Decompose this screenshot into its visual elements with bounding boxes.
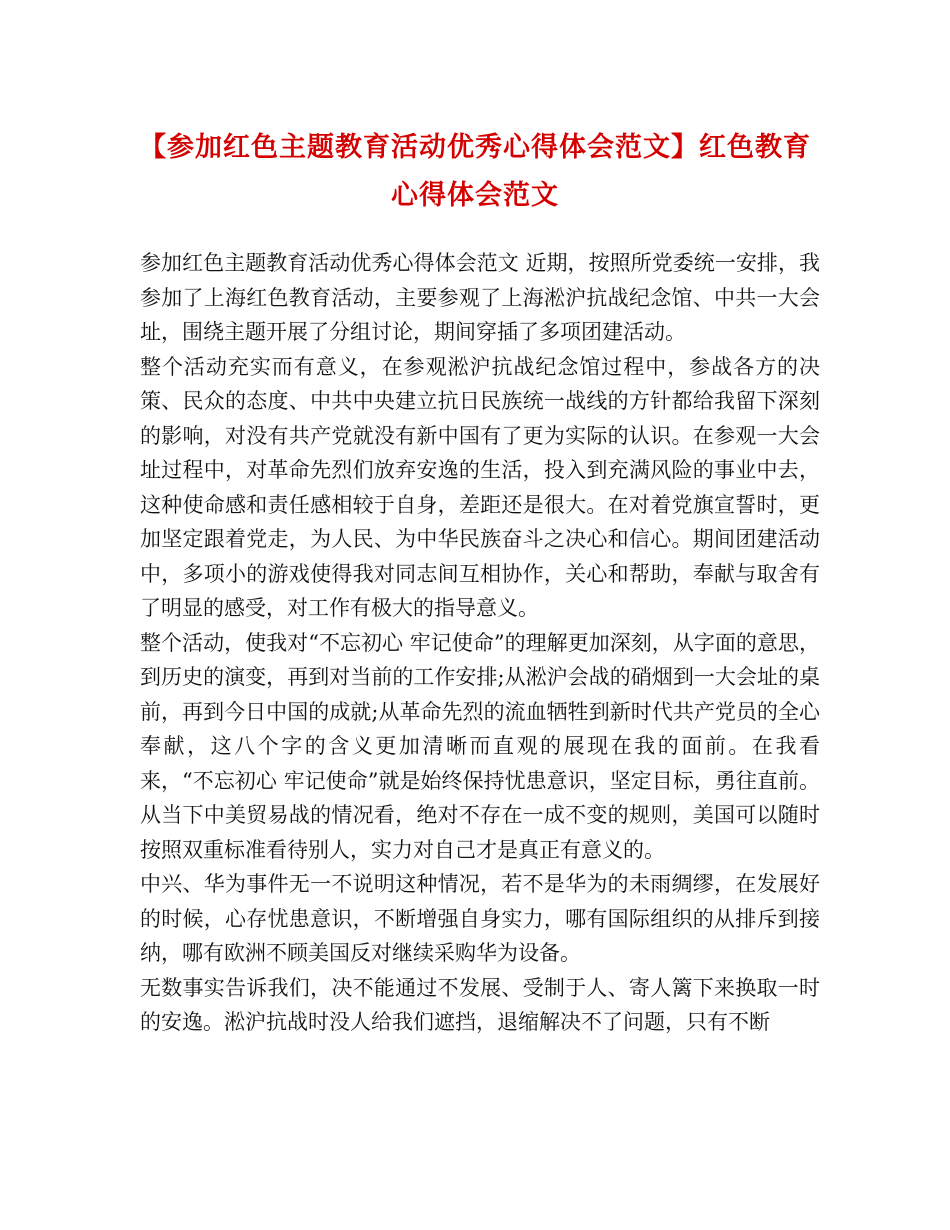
document-title <box>120 124 830 220</box>
paragraph-4: 中兴、华为事件无一不说明这种情况，若不是华为的未雨绸缪，在发展好的时候，心存忧患意识，不断增强自身实力，哪有国际组织的从排斥到接纳，哪有欧洲不顾美国反对继续采购华为设备。 <box>140 872 820 965</box>
paragraph-2: 整个活动充实而有意义，在参观淞沪抗战纪念馆过程中，参战各方的决策、民众的态度、中共中央建立抗日民族统一战线的方针都给我留下深刻的影响，对没有共产党就没有新中国有了更为实际的认识。在参观一大会址过程中，对革命先烈们放弃安逸的生活，投入到充满风险的事业中去，这种使命感和责任感相较于自身，差距还是很大。在对着党旗宣誓时，更加坚定跟着党走，为人民、为中华民族奋斗之决心和信心。期间团建活动中，多项小的游戏使得我对同志间互相协作，关心和帮助，奉献与取舍有了明显的感受，对工作有极大的指导意义。 <box>140 354 820 620</box>
paragraph-3: 整个活动，使我对“不忘初心 牢记使命”的理解更加深刻，从字面的意思，到历史的演变，再到对当前的工作安排;从淞沪会战的硝烟到一大会址的桌前，再到今日中国的成就;从革命先烈的流血牺牲到新时代共产党员的全心奉献，这八个字的含义更加清晰而直观的展现在我的面前。在我看来，“不忘初心 牢记使命”就是始终保持忧患意识，坚定目标，勇往直前。从当下中美贸易战的情况看，绝对不存在一成不变的规则，美国可以随时按照双重标准看待别人，实力对自己才是真正有意义的。 <box>140 630 820 862</box>
title-line-2: 心得体会范文 <box>391 180 559 211</box>
paragraph-5: 无数事实告诉我们，决不能通过不发展、受制于人、寄人篱下来换取一时的安逸。淞沪抗战时没人给我们遮挡，退缩解决不了问题，只有不断 <box>140 975 820 1034</box>
paragraph-1: 参加红色主题教育活动优秀心得体会范文 近期，按照所党委统一安排，我参加了上海红色教育活动，主要参观了上海淞沪抗战纪念馆、中共一大会址，围绕主题开展了分组讨论，期间穿插了多项团建活动。 <box>140 251 820 344</box>
document-body <box>140 246 820 1040</box>
title-line-1: 【参加红色主题教育活动优秀心得体会范文】红色教育 <box>139 132 811 163</box>
